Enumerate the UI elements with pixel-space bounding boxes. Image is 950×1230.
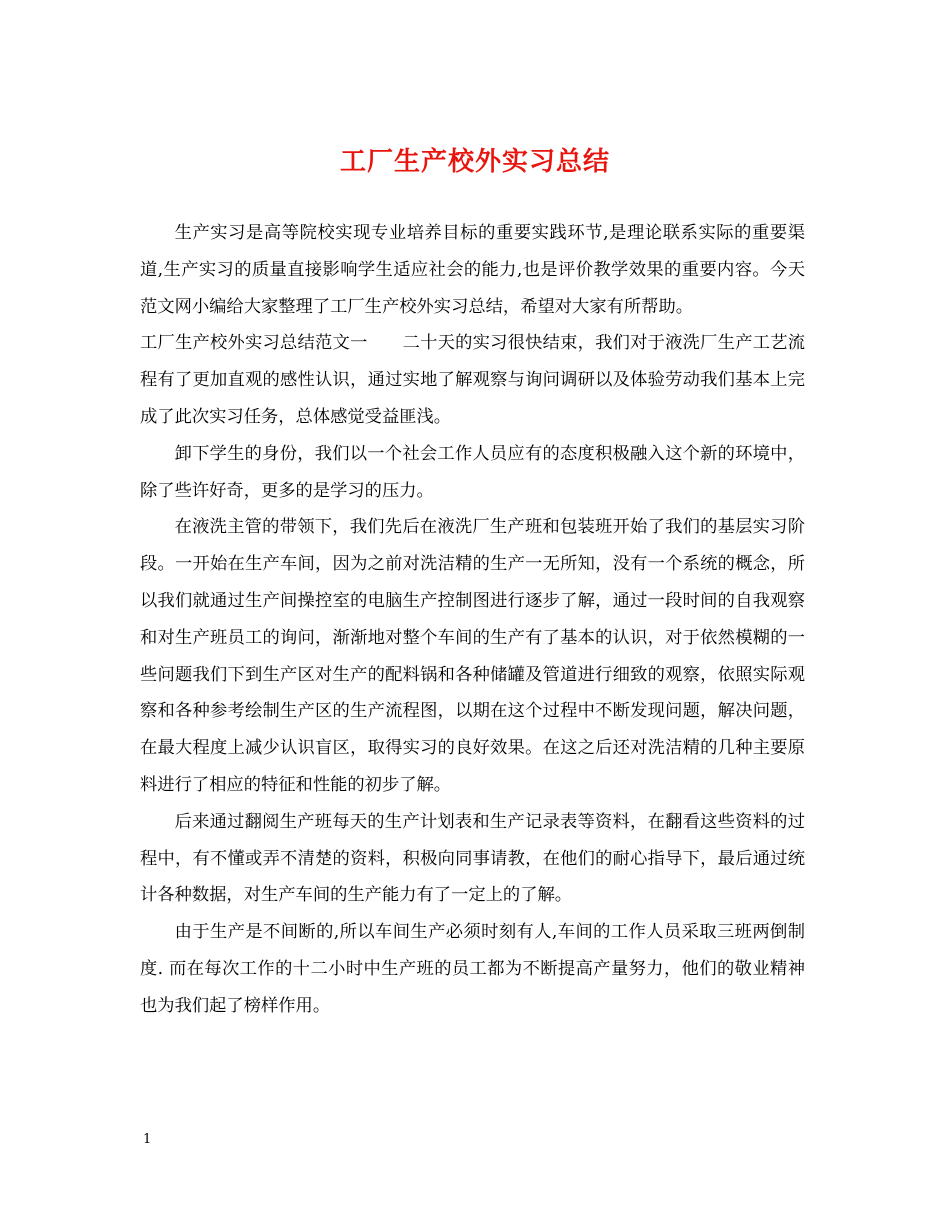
- page-number: 1: [143, 1132, 152, 1147]
- document-body: [140, 215, 805, 1025]
- paragraph: 由于生产是不间断的,所以车间生产必须时刻有人,车间的工作人员采取三班两倒制度. 而在每次工作的十二小时中生产班的员工都为不断提高产量努力，他们的敬业精神也为我们起了榜样作用。: [140, 922, 805, 1016]
- paragraph: 后来通过翻阅生产班每天的生产计划表和生产记录表等资料，在翻看这些资料的过程中，有不懂或弄不清楚的资料，积极向同事请教，在他们的耐心指导下，最后通过统计各种数据，对生产车间的生产能力有了一定上的了解。: [140, 811, 805, 906]
- paragraph: 在液洗主管的带领下，我们先后在液洗厂生产班和包装班开始了我们的基层实习阶段。一开始在生产车间，因为之前对洗洁精的生产一无所知，没有一个系统的概念，所以我们就通过生产间操控室的电脑生产控制图进行逐步了解，通过一段时间的自我观察和对生产班员工的询问，渐渐地对整个车间的生产有了基本的认识，对于依然模糊的一些问题我们下到生产区对生产的配料锅和各种储罐及管道进行细致的观察，依照实际观察和各种参考绘制生产区的生产流程图，以期在这个过程中不断发现问题，解决问题，在最大程度上减少认识盲区，取得实习的良好效果。在这之后还对洗洁精的几种主要原料进行了相应的特征和性能的初步了解。: [140, 517, 805, 795]
- document-title: 工厂生产校外实习总结: [339, 147, 610, 177]
- paragraph: 工厂生产校外实习总结范文一 二十天的实习很快结束，我们对于液洗厂生产工艺流程有了更加直观的感性认识，通过实地了解观察与询问调研以及体验劳动我们基本上完成了此次实习任务，总体感觉受益匪浅。: [140, 333, 805, 427]
- paragraph: 生产实习是高等院校实现专业培养目标的重要实践环节,是理论联系实际的重要渠道,生产实习的质量直接影响学生适应社会的能力,也是评价教学效果的重要内容。今天范文网小编给大家整理了工厂生产校外实习总结，希望对大家有所帮助。: [140, 223, 805, 317]
- paragraph: 卸下学生的身份，我们以一个社会工作人员应有的态度积极融入这个新的环境中，除了些许好奇，更多的是学习的压力。: [140, 443, 805, 501]
